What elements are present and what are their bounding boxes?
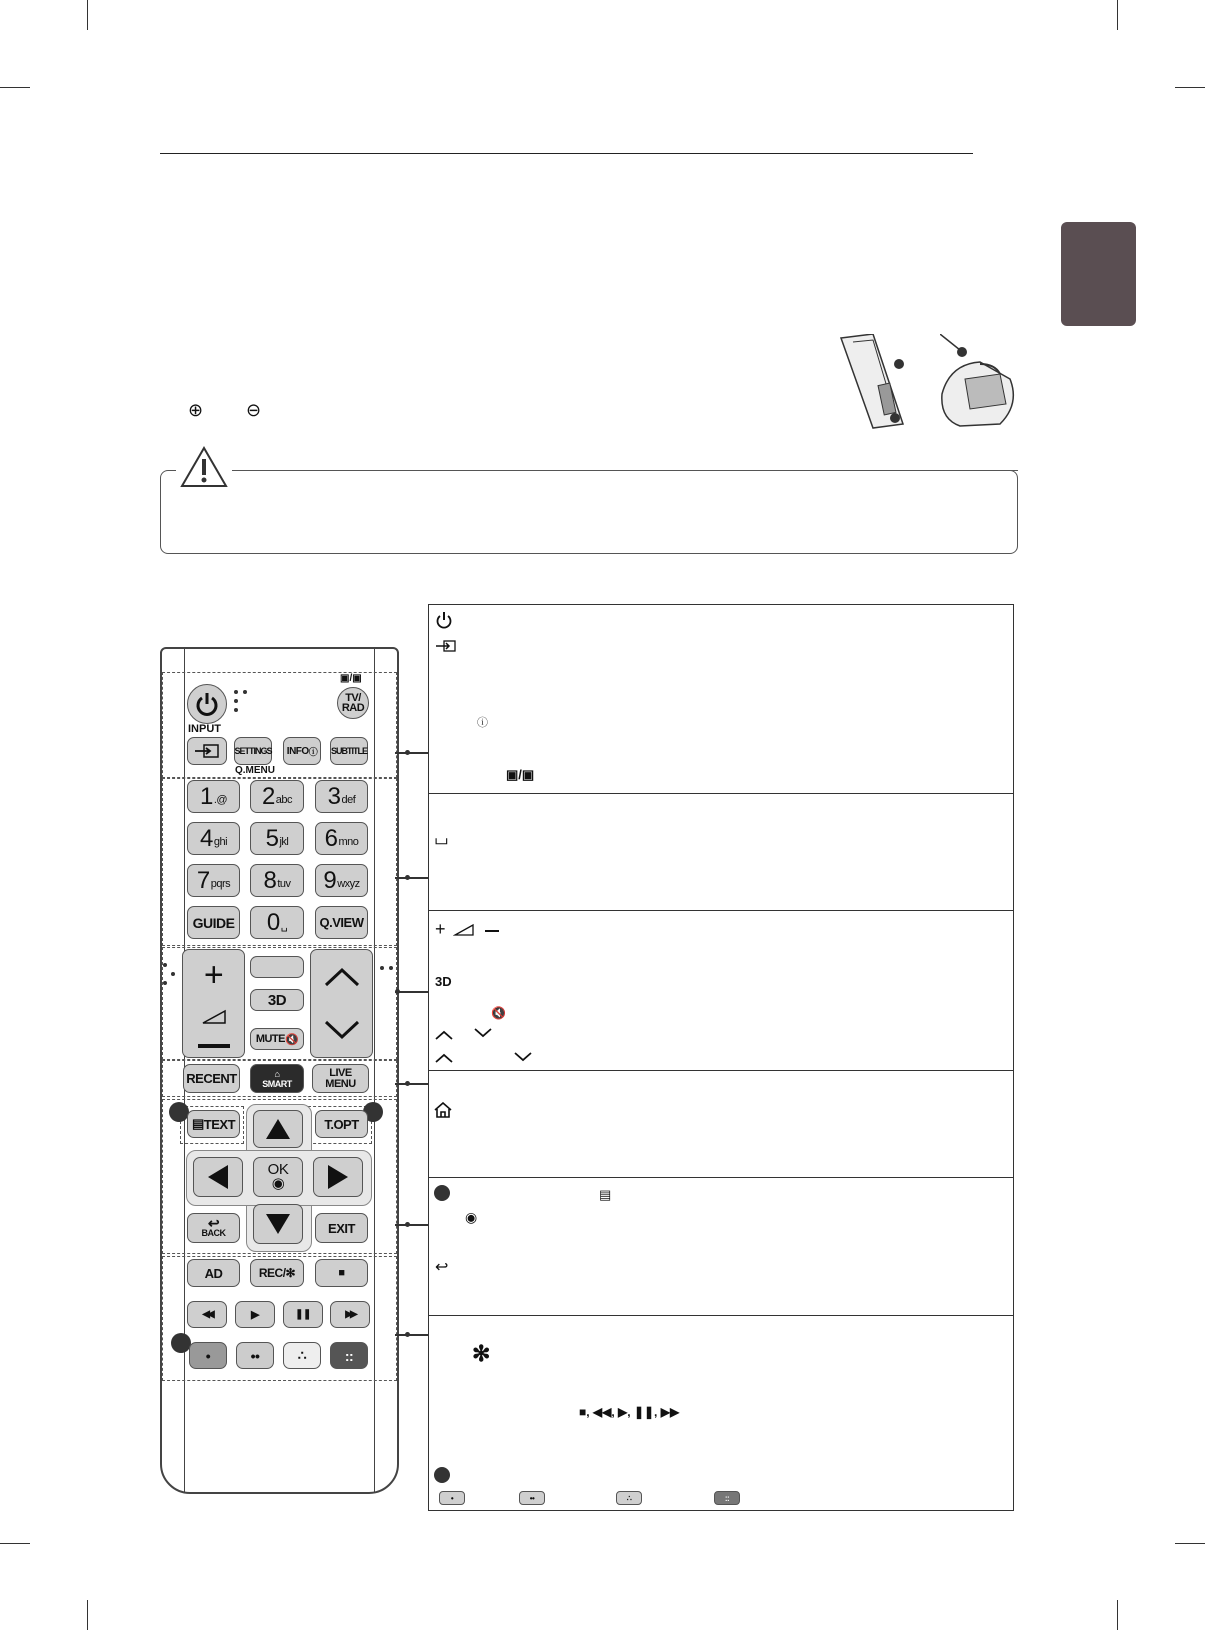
key-digit: 4 bbox=[199, 824, 213, 852]
braille-dot bbox=[163, 963, 167, 967]
braille-dot bbox=[171, 972, 175, 976]
left-arrow-button[interactable] bbox=[193, 1157, 243, 1197]
crop-mark bbox=[1117, 0, 1118, 30]
callout-line bbox=[395, 877, 428, 879]
button-description-table bbox=[428, 604, 1014, 1511]
key-letters: def bbox=[341, 793, 356, 806]
up-arrow-button[interactable] bbox=[253, 1110, 303, 1148]
qmenu-label: Q.MENU bbox=[235, 765, 275, 776]
callout-dot bbox=[395, 989, 400, 994]
number-key-2[interactable] bbox=[250, 780, 304, 813]
pause-button[interactable]: ❚❚ bbox=[283, 1301, 323, 1328]
smart-button[interactable] bbox=[250, 1064, 304, 1093]
up-arrow-icon bbox=[265, 1118, 291, 1140]
table-row bbox=[429, 1070, 1013, 1178]
channel-down-icon bbox=[324, 1020, 360, 1040]
topt-button[interactable]: T.OPT bbox=[315, 1110, 368, 1138]
input-icon bbox=[435, 639, 457, 653]
callout-marker-2 bbox=[434, 1467, 450, 1483]
down-arrow-icon bbox=[265, 1213, 291, 1235]
table-row bbox=[429, 1315, 1013, 1512]
ok-button[interactable] bbox=[253, 1157, 303, 1197]
braille-dot bbox=[234, 690, 238, 694]
volume-up-icon: + bbox=[435, 919, 446, 939]
key-letters: .@ bbox=[213, 793, 228, 806]
rec-star-icon: ✻ bbox=[472, 1341, 491, 1366]
callout-dot bbox=[405, 750, 410, 755]
crop-mark bbox=[0, 87, 30, 88]
ok-wheel-icon: ◉ bbox=[271, 1175, 285, 1192]
key-digit: 5 bbox=[265, 824, 279, 852]
ok-wheel-icon: ◉ bbox=[465, 1209, 478, 1225]
table-row bbox=[429, 910, 1013, 1071]
mute-label: MUTE bbox=[255, 1033, 285, 1045]
fast-forward-button[interactable]: ▶▶ bbox=[330, 1301, 370, 1328]
table-row bbox=[429, 793, 1013, 911]
playback-icons: ■, ◀◀, ▶, ❚❚, ▶▶ bbox=[579, 1405, 680, 1419]
battery-insert-illustration bbox=[940, 334, 1020, 429]
guide-button[interactable]: GUIDE bbox=[187, 906, 240, 939]
key-letters: pqrs bbox=[210, 877, 231, 890]
blank-button[interactable] bbox=[250, 956, 304, 978]
power-icon bbox=[195, 692, 219, 716]
3d-icon: 3D bbox=[435, 974, 452, 989]
tv-radio-icon: ▣/▣ bbox=[506, 767, 535, 782]
callout-dot bbox=[405, 1081, 410, 1086]
callout-marker-1 bbox=[169, 1102, 189, 1122]
3d-button[interactable]: 3D bbox=[250, 989, 304, 1011]
smart-label: SMART bbox=[262, 1078, 292, 1089]
number-key-8[interactable] bbox=[250, 864, 304, 897]
page-up-icon bbox=[435, 1053, 453, 1063]
left-arrow-icon bbox=[207, 1164, 229, 1190]
number-key-7[interactable] bbox=[187, 864, 240, 897]
yellow-color-button: ∴ bbox=[616, 1491, 642, 1505]
mute-button[interactable] bbox=[250, 1028, 304, 1050]
braille-dot bbox=[380, 966, 384, 970]
crop-mark bbox=[87, 1600, 88, 1630]
crop-mark bbox=[0, 1543, 30, 1544]
key-letters: tuv bbox=[277, 877, 291, 890]
braille-dot bbox=[389, 966, 393, 970]
back-label: BACK bbox=[201, 1228, 226, 1238]
space-icon: ⌴ bbox=[435, 831, 448, 848]
callout-dot bbox=[405, 875, 410, 880]
home-icon bbox=[434, 1102, 452, 1118]
recent-button[interactable]: RECENT bbox=[183, 1064, 240, 1093]
volume-icon bbox=[201, 1009, 227, 1025]
info-label: INFO bbox=[286, 745, 309, 757]
crop-mark bbox=[1175, 87, 1205, 88]
table-row bbox=[429, 605, 1013, 793]
braille-dot bbox=[243, 690, 247, 694]
callout-line bbox=[395, 1334, 428, 1336]
red-color-button[interactable]: • bbox=[189, 1342, 227, 1369]
home-icon: ⌂ bbox=[274, 1068, 280, 1079]
info-button[interactable] bbox=[283, 737, 321, 765]
key-letters: mno bbox=[338, 835, 359, 848]
volume-down-icon bbox=[198, 1044, 230, 1048]
plus-polarity-icon: ⊕ bbox=[188, 400, 204, 420]
text-button[interactable] bbox=[187, 1110, 240, 1138]
key-digit: 7 bbox=[196, 866, 210, 894]
input-label: INPUT bbox=[188, 723, 221, 735]
braille-dot bbox=[234, 708, 238, 712]
power-button[interactable] bbox=[187, 684, 227, 724]
warning-icon bbox=[176, 446, 232, 488]
key-digit: 6 bbox=[324, 824, 338, 852]
space-icon: ␣ bbox=[280, 920, 288, 932]
mute-icon: 🔇 bbox=[284, 1033, 299, 1046]
rec-button[interactable]: REC/✻ bbox=[250, 1259, 304, 1287]
key-digit: 8 bbox=[263, 866, 277, 894]
tv-radio-icon: ▣/▣ bbox=[340, 673, 362, 684]
callout-marker-2 bbox=[171, 1333, 191, 1353]
teletext-icon: ▤ bbox=[191, 1116, 204, 1131]
info-icon: ⓘ bbox=[308, 746, 318, 757]
number-key-1[interactable] bbox=[187, 780, 240, 813]
number-key-3[interactable] bbox=[315, 780, 368, 813]
down-arrow-button[interactable] bbox=[253, 1204, 303, 1244]
channel-down-icon bbox=[474, 1028, 492, 1038]
callout-line bbox=[395, 752, 428, 754]
callout-line bbox=[395, 1224, 428, 1226]
mute-icon: 🔇 bbox=[491, 1006, 506, 1020]
channel-up-icon bbox=[324, 967, 360, 987]
volume-icon bbox=[453, 923, 475, 937]
channel-up-icon bbox=[435, 1030, 453, 1040]
zero-digit: 0 bbox=[266, 908, 280, 936]
page-down-icon bbox=[514, 1052, 532, 1062]
input-icon bbox=[194, 743, 220, 759]
key-letters: ghi bbox=[213, 835, 228, 848]
key-letters: abc bbox=[275, 793, 293, 806]
volume-down-icon bbox=[485, 930, 499, 932]
crop-mark bbox=[87, 0, 88, 30]
volume-rocker[interactable] bbox=[182, 949, 245, 1058]
text-label: TEXT bbox=[203, 1116, 236, 1132]
callout-marker-1 bbox=[434, 1185, 450, 1201]
exit-button[interactable]: EXIT bbox=[315, 1213, 368, 1243]
info-icon: ⓘ bbox=[477, 717, 488, 729]
qview-button[interactable]: Q.VIEW bbox=[315, 906, 368, 939]
language-tab bbox=[1061, 222, 1136, 326]
key-digit: 3 bbox=[327, 782, 341, 810]
crop-mark bbox=[1175, 1543, 1205, 1544]
key-letters: wxyz bbox=[337, 877, 360, 890]
play-button[interactable]: ▶ bbox=[235, 1301, 275, 1328]
live-menu-button[interactable]: LIVE MENU bbox=[312, 1064, 369, 1093]
red-color-button: • bbox=[439, 1491, 465, 1505]
key-digit: 2 bbox=[261, 782, 275, 810]
braille-dot bbox=[163, 981, 167, 985]
rewind-button[interactable]: ◀◀ bbox=[187, 1301, 227, 1328]
blue-color-button[interactable]: :: bbox=[330, 1342, 368, 1369]
input-button[interactable] bbox=[187, 737, 227, 765]
channel-rocker[interactable] bbox=[310, 949, 373, 1058]
number-key-6[interactable] bbox=[315, 822, 368, 855]
back-button[interactable] bbox=[187, 1213, 240, 1243]
minus-polarity-icon: ⊖ bbox=[246, 400, 262, 420]
ad-button[interactable]: AD bbox=[187, 1259, 240, 1287]
key-letters: jkl bbox=[279, 835, 289, 848]
tv-rad-button[interactable]: TV/ RAD bbox=[337, 687, 369, 719]
volume-up-icon: + bbox=[203, 955, 224, 994]
ok-label: OK bbox=[267, 1161, 289, 1178]
zero-key[interactable] bbox=[250, 906, 304, 939]
subtitle-button[interactable]: SUBTITLE bbox=[330, 737, 368, 765]
right-arrow-button[interactable] bbox=[313, 1157, 363, 1197]
green-color-button[interactable]: •• bbox=[236, 1342, 274, 1369]
right-arrow-icon bbox=[327, 1164, 349, 1190]
battery-cover-illustration bbox=[833, 334, 918, 429]
crop-mark bbox=[1117, 1600, 1118, 1630]
back-icon: ↩ bbox=[207, 1215, 220, 1231]
settings-button[interactable]: SETTINGS bbox=[234, 737, 272, 765]
back-icon: ↩ bbox=[435, 1259, 449, 1276]
blue-color-button: :: bbox=[714, 1491, 740, 1505]
key-digit: 9 bbox=[323, 866, 337, 894]
green-color-button: •• bbox=[519, 1491, 545, 1505]
header-rule bbox=[160, 153, 973, 154]
table-row bbox=[429, 1177, 1013, 1316]
stop-button[interactable]: ■ bbox=[315, 1259, 368, 1287]
number-key-4[interactable] bbox=[187, 822, 240, 855]
number-key-9[interactable] bbox=[315, 864, 368, 897]
power-icon bbox=[436, 611, 452, 629]
caution-rule bbox=[378, 470, 1018, 471]
callout-dot bbox=[405, 1332, 410, 1337]
number-key-5[interactable] bbox=[250, 822, 304, 855]
caution-box bbox=[160, 470, 1018, 554]
teletext-icon: ▤ bbox=[599, 1187, 612, 1202]
braille-dot bbox=[234, 699, 238, 703]
yellow-color-button[interactable]: ∴ bbox=[283, 1342, 321, 1369]
key-digit: 1 bbox=[199, 782, 213, 810]
callout-dot bbox=[405, 1222, 410, 1227]
callout-line bbox=[395, 1083, 428, 1085]
